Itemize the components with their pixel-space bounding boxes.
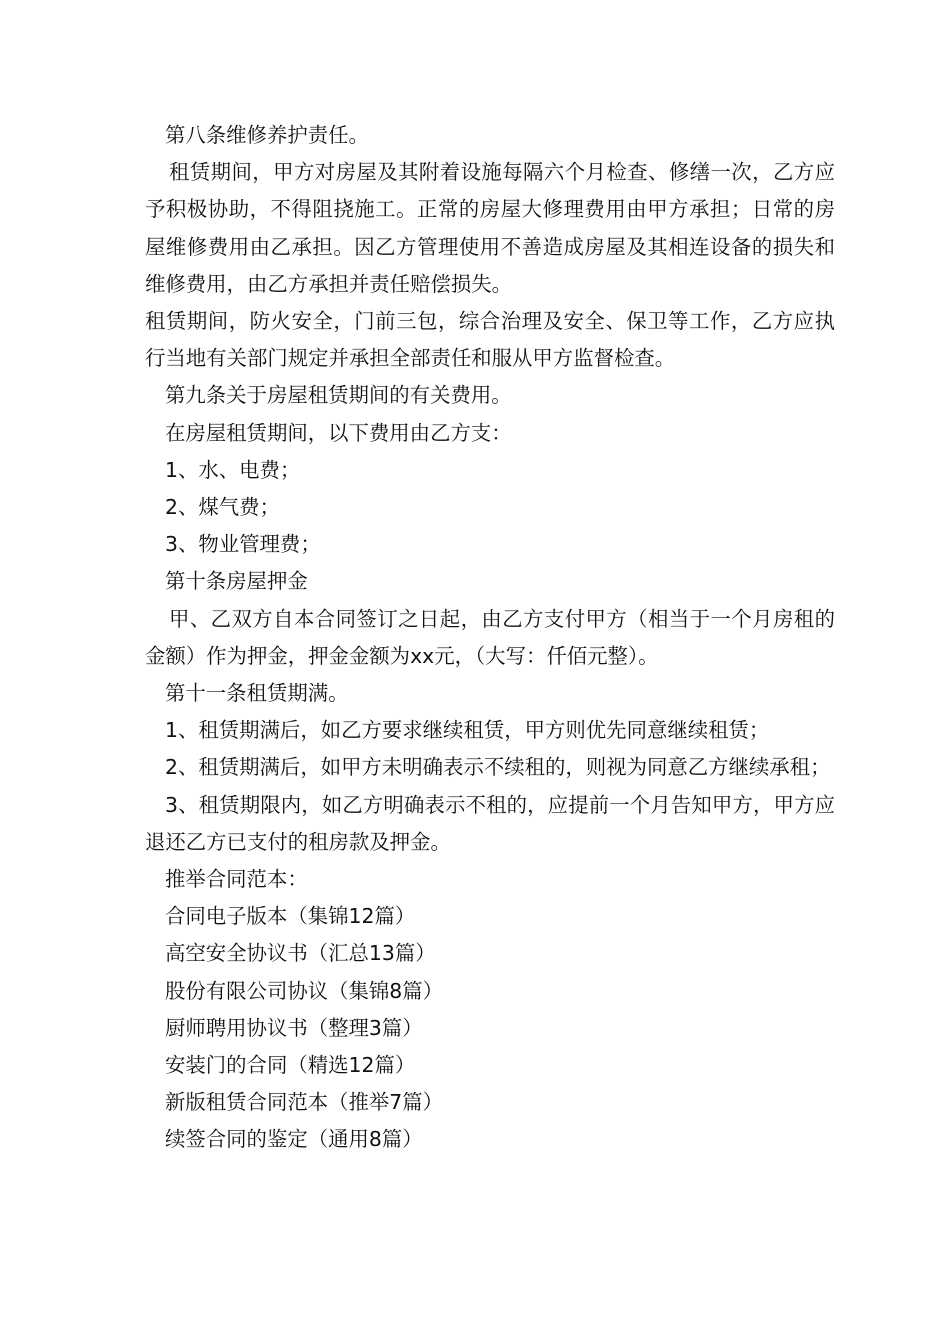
article-9-item-2: 2、煤气费； [165, 495, 280, 520]
article-10-paragraph: 甲、乙双方自本合同签订之日起，由乙方支付甲方（相当于一个月房租的金额）作为押金，押金金额为xx元，（大写：仟佰元整）。 [145, 606, 835, 668]
recommend-link-5[interactable]: 安装门的合同（精选12篇） [165, 1053, 416, 1078]
article-11-item-1: 1、租赁期满后，如乙方要求继续租赁，甲方则优先同意继续租赁； [165, 718, 770, 743]
recommend-heading: 推举合同范本： [165, 867, 308, 892]
article-8-paragraph-1: 租赁期间，甲方对房屋及其附着设施每隔六个月检查、修缮一次，乙方应予积极协助，不得阻挠施工。正常的房屋大修理费用由甲方承担；日常的房屋维修费用由乙承担。因乙方管理使用不善造成房屋及其相连设备的损失和维修费用，由乙方承担并责任赔偿损失。 [145, 160, 835, 296]
article-8-paragraph-2: 租赁期间，防火安全，门前三包，综合治理及安全、保卫等工作，乙方应执行当地有关部门规定并承担全部责任和服从甲方监督检查。 [145, 309, 835, 371]
recommend-link-6[interactable]: 新版租赁合同范本（推举7篇） [165, 1090, 444, 1115]
document-body [145, 117, 835, 1159]
article-9-item-3: 3、物业管理费； [165, 532, 321, 557]
article-11-heading: 第十一条租赁期满。 [165, 681, 349, 706]
recommend-link-1[interactable]: 合同电子版本（集锦12篇） [165, 904, 416, 929]
article-9-heading: 第九条关于房屋租赁期间的有关费用。 [165, 383, 512, 408]
article-8-heading: 第八条维修养护责任。 [165, 123, 369, 147]
article-9-item-1: 1、水、电费； [165, 457, 301, 482]
recommend-link-7[interactable]: 续签合同的鉴定（通用8篇） [165, 1127, 423, 1152]
article-10-heading: 第十条房屋押金 [165, 569, 308, 594]
recommend-link-2[interactable]: 高空安全协议书（汇总13篇） [165, 941, 436, 966]
article-11-item-2: 2、租赁期满后，如甲方未明确表示不续租的，则视为同意乙方继续承租； [165, 755, 831, 780]
article-11-item-3: 3、租赁期限内，如乙方明确表示不租的，应提前一个月告知甲方，甲方应退还乙方已支付的租房款及押金。 [145, 792, 835, 854]
recommend-link-4[interactable]: 厨师聘用协议书（整理3篇） [165, 1015, 423, 1040]
article-9-intro: 在房屋租赁期间，以下费用由乙方支： [165, 420, 512, 445]
recommend-link-3[interactable]: 股份有限公司协议（集锦8篇） [165, 978, 444, 1003]
